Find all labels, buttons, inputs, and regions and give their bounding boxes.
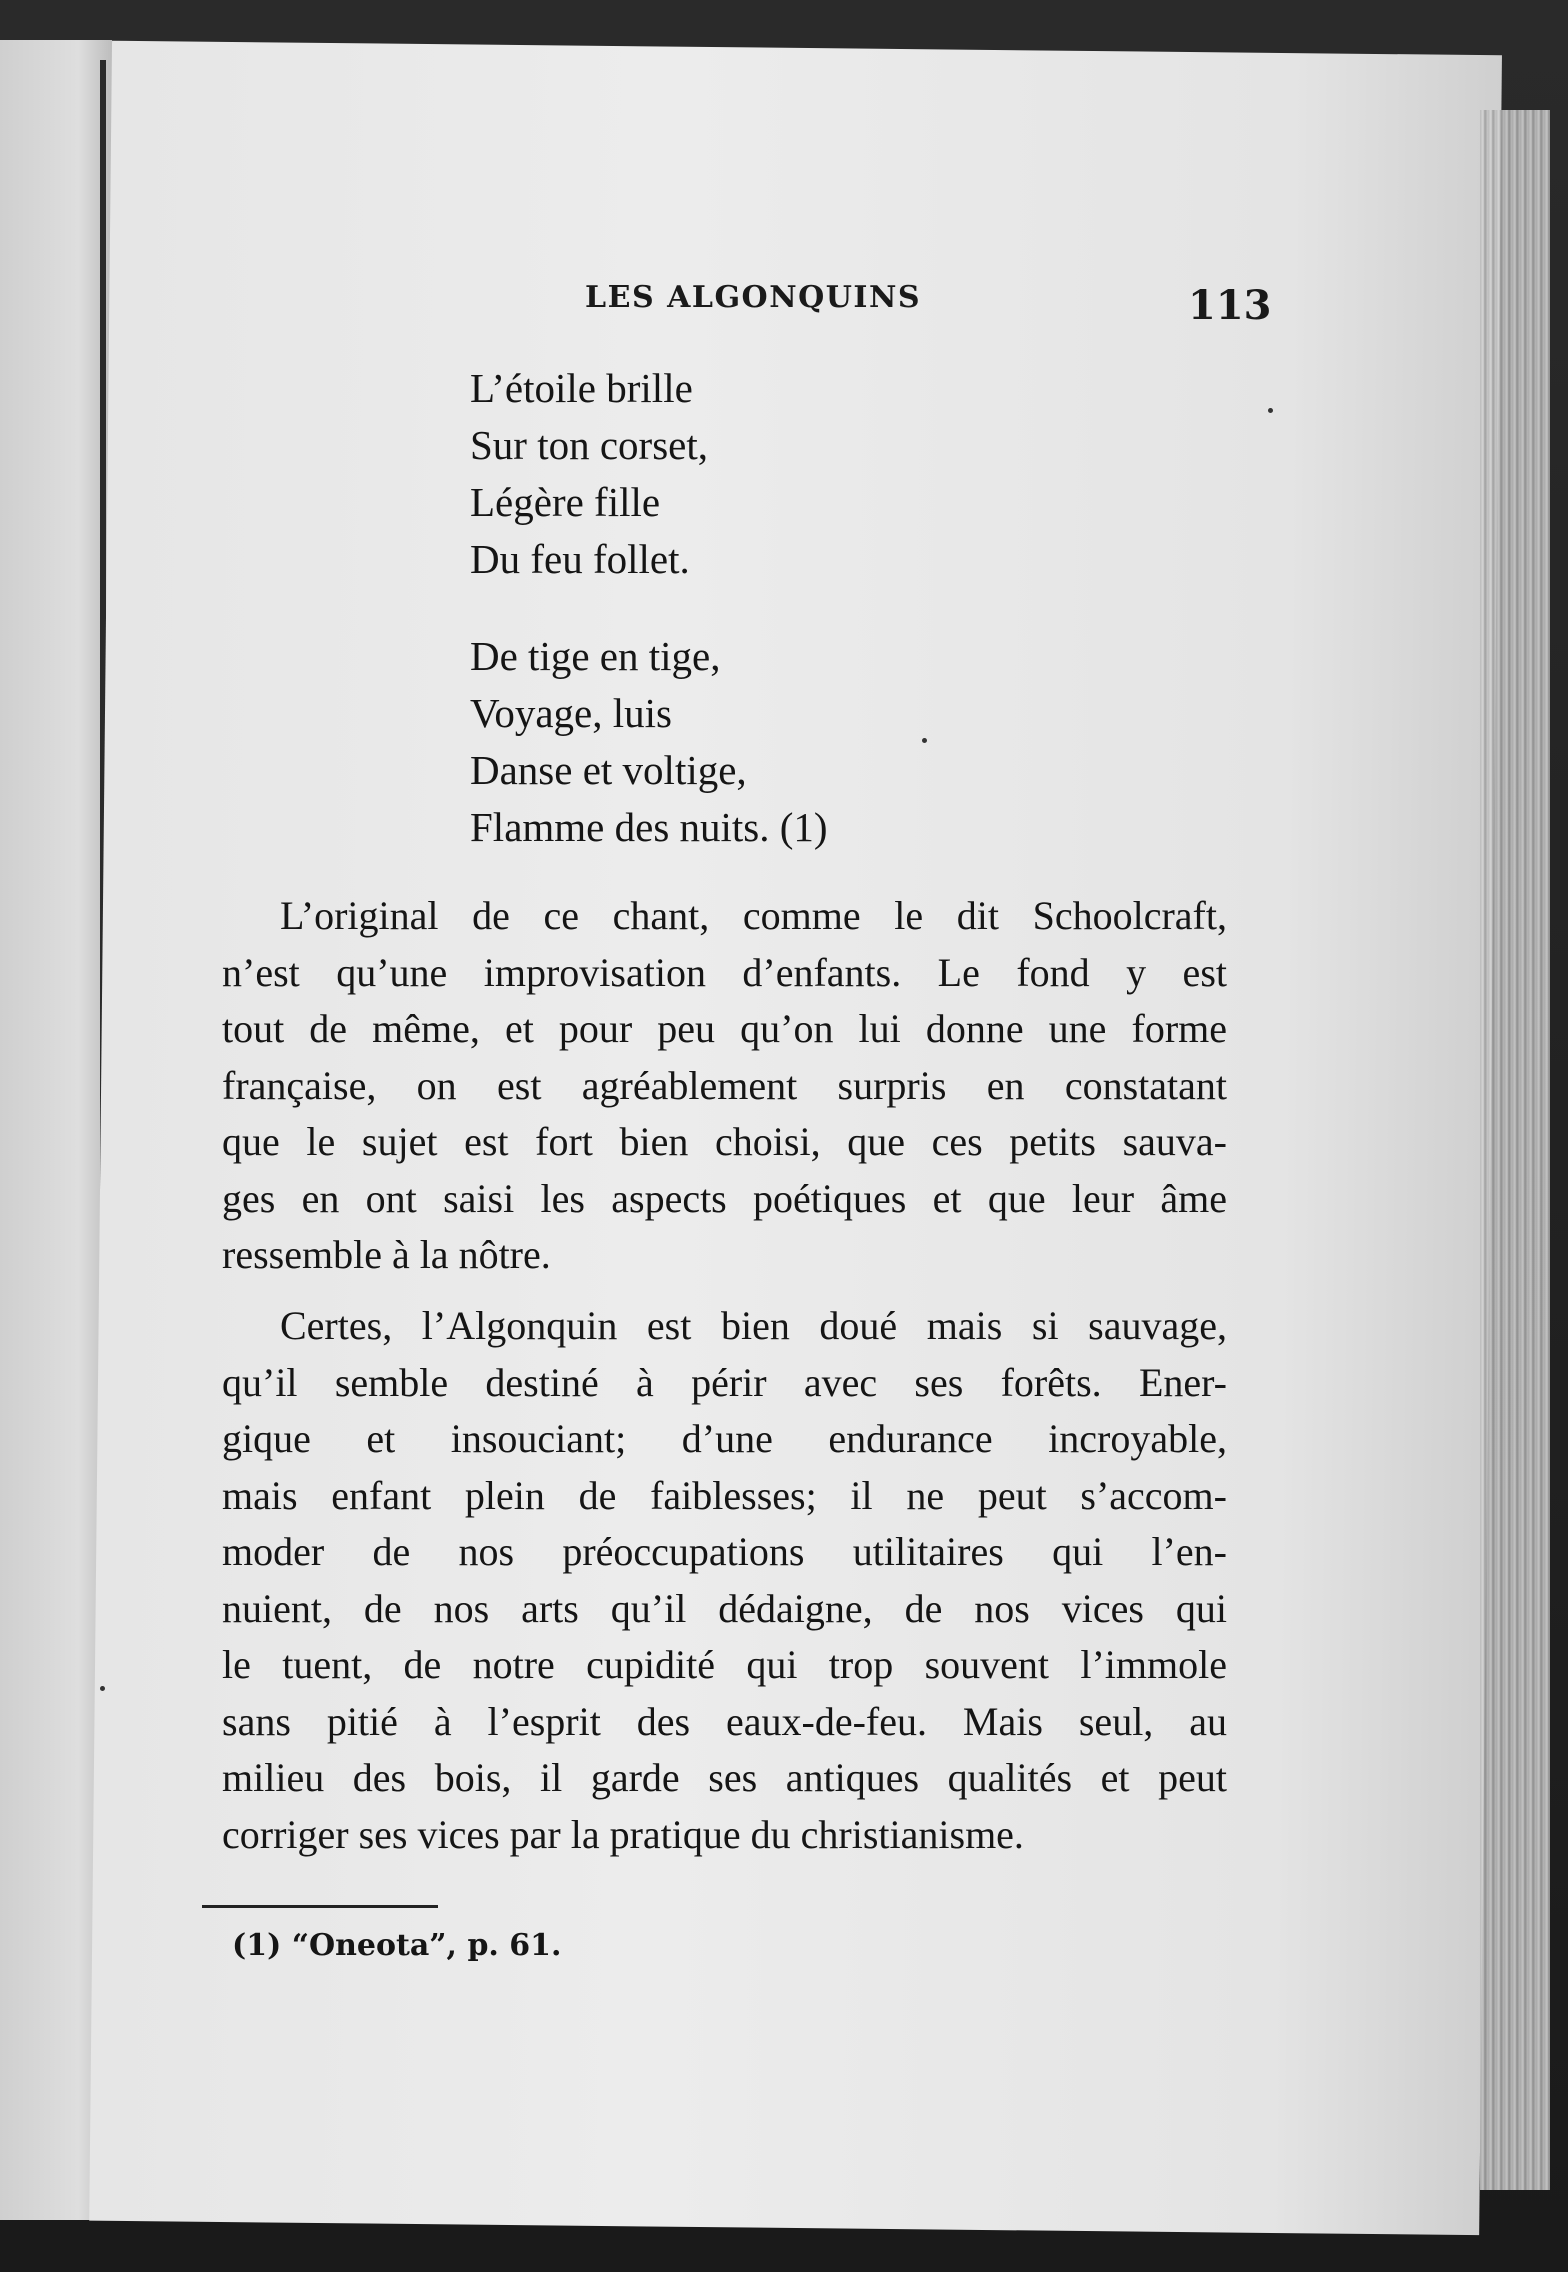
poem-line: Du feu follet. — [470, 536, 690, 582]
paragraph-1 — [222, 888, 1227, 1284]
paragraph-line: L’original de ce chant, comme le dit Schoolcraft, — [280, 893, 1227, 938]
running-title: LES ALGONQUINS — [585, 280, 922, 315]
poem-line: Légère fille — [470, 479, 661, 525]
paragraph-line: Certes, l’Algonquin est bien doué mais si sauvage, — [280, 1303, 1227, 1348]
paragraph-line: française, on est agréablement surpris en constatant — [222, 1062, 1227, 1108]
paragraph-line: corriger ses vices par la pratique du christianisme. — [222, 1811, 1024, 1857]
paragraph-line: ges en ont saisi les aspects poétiques et que leur âme — [222, 1175, 1227, 1221]
paragraph-line: sans pitié à l’esprit des eaux-de-feu. Mais seul, au — [222, 1698, 1227, 1744]
poem-line: Voyage, luis — [470, 690, 672, 736]
page-number: 113 — [1188, 282, 1272, 329]
paragraph-line: mais enfant plein de faiblesses; il ne peut s’accom- — [222, 1472, 1227, 1518]
paragraph-line: qu’il semble destiné à périr avec ses forêts. Ener- — [222, 1359, 1227, 1405]
paragraph-line: tout de même, et pour peu qu’on lui donne une forme — [222, 1006, 1227, 1051]
paragraph-line: n’est qu’une improvisation d’enfants. Le fond y est — [222, 949, 1227, 995]
footnote: (1) “Oneota”, p. 61. — [232, 1928, 562, 1963]
poem-line: Danse et voltige, — [470, 747, 747, 793]
paragraph-2 — [222, 1298, 1227, 1863]
poem-stanza-2 — [470, 628, 828, 856]
paragraph-line: nuient, de nos arts qu’il dédaigne, de nos vices qui — [222, 1585, 1227, 1631]
poem-line: Flamme des nuits. (1) — [470, 804, 828, 850]
paragraph-line: ressemble à la nôtre. — [222, 1232, 551, 1277]
poem-line: De tige en tige, — [470, 633, 721, 679]
page-edges — [1480, 110, 1550, 2190]
dust-speck — [922, 738, 927, 743]
paragraph-line: moder de nos préoccupations utilitaires qui l’en- — [222, 1529, 1227, 1574]
paragraph-line: que le sujet est fort bien choisi, que ces petits sauva- — [222, 1119, 1227, 1164]
paragraph-line: le tuent, de notre cupidité qui trop souvent l’immole — [222, 1642, 1227, 1687]
dust-speck — [1268, 408, 1273, 413]
paragraph-line: milieu des bois, il garde ses antiques qualités et peut — [222, 1755, 1227, 1800]
poem-line: L’étoile brille — [470, 365, 693, 411]
poem-stanza-1 — [470, 360, 708, 588]
footnote-rule — [202, 1905, 438, 1908]
dust-speck — [100, 1686, 105, 1691]
paragraph-line: gique et insouciant; d’une endurance incroyable, — [222, 1416, 1227, 1461]
poem-line: Sur ton corset, — [470, 422, 708, 468]
